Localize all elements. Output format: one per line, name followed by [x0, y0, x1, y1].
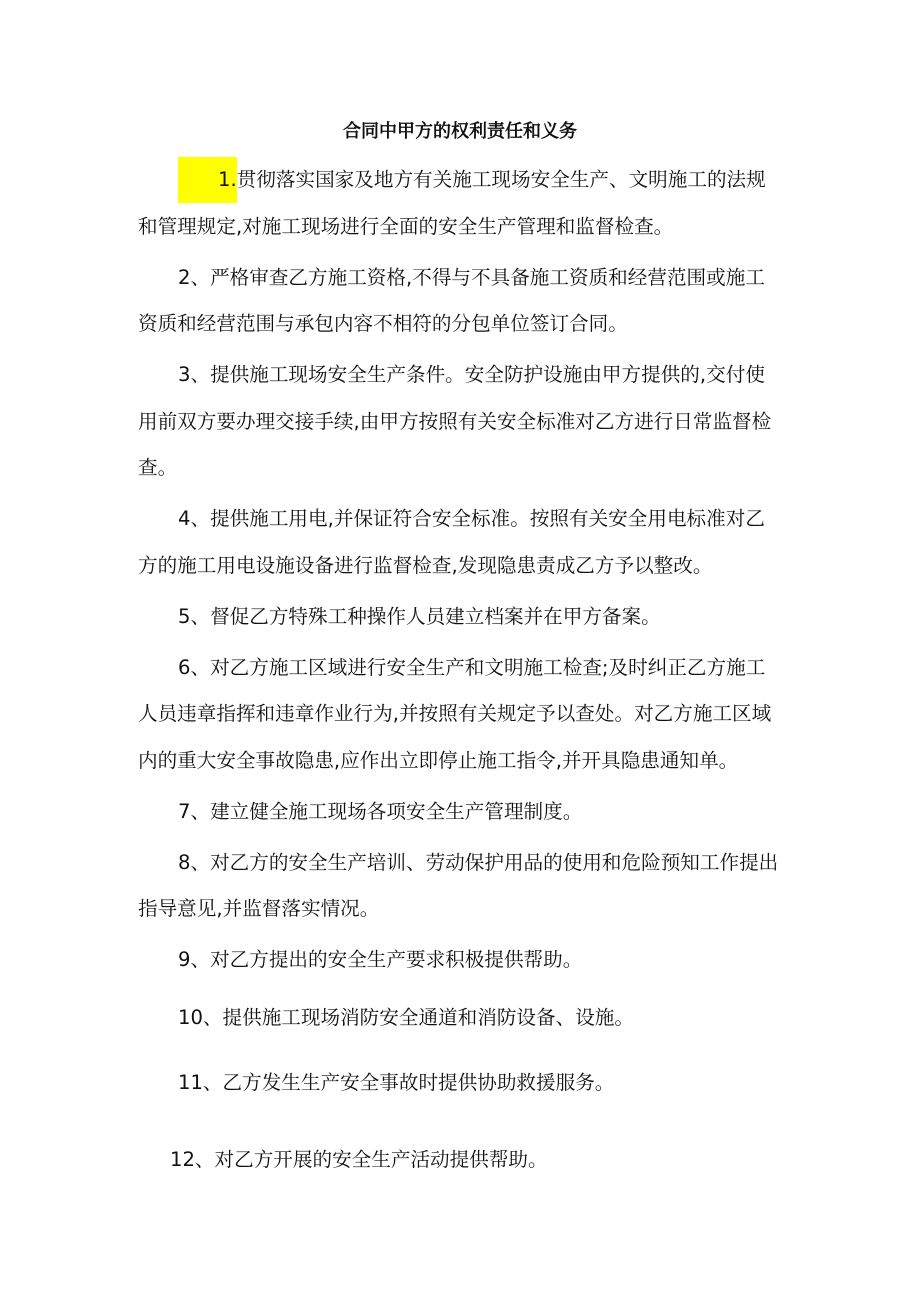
clause-10	[138, 995, 780, 1042]
clause-9	[138, 937, 780, 984]
page-title: 合同中甲方的权利责任和义务	[343, 121, 577, 142]
clause-5-number: 5、	[178, 604, 211, 628]
clause-4-text: 提供施工用电,并保证符合安全标准。按照有关安全用电标准对乙方的施工用电设施设备进行监督检查,发现隐患责成乙方予以整改。	[138, 507, 765, 577]
clause-8-text: 对乙方的安全生产培训、劳动保护用品的使用和危险预知工作提出指导意见,并监督落实情况。	[138, 850, 779, 920]
clause-8-number: 8、	[178, 850, 211, 874]
clause-11	[138, 1060, 780, 1107]
clause-list	[138, 157, 780, 1183]
clause-4	[138, 496, 780, 589]
clause-6	[138, 645, 780, 785]
clause-3-number: 3、	[178, 363, 211, 386]
clause-3	[138, 352, 780, 492]
clause-6-text: 对乙方施工区域进行安全生产和文明施工检查;及时纠正乙方施工人员违章指挥和违章作业行为,并按照有关规定予以查处。对乙方施工区域内的重大安全事故隐患,应作出立即停止施工指令,并开具隐患通知单。	[138, 655, 772, 772]
clause-2-text: 严格审查乙方施工资格,不得与不具备施工资质和经营范围或施工资质和经营范围与承包内容不相符的分包单位签订合同。	[138, 265, 765, 335]
clause-2	[138, 255, 780, 348]
clause-10-text: 提供施工现场消防安全通道和消防设备、设施。	[222, 1005, 634, 1029]
clause-7	[138, 789, 780, 836]
clause-6-number: 6、	[178, 655, 211, 679]
clause-8	[138, 840, 780, 933]
clause-5-text: 督促乙方特殊工种操作人员建立档案并在甲方备案。	[210, 604, 661, 628]
clause-10-number: 10、	[178, 1005, 223, 1029]
clause-1-number-highlighted: 1.	[178, 157, 237, 203]
clause-1-text: 贯彻落实国家及地方有关施工现场安全生产、文明施工的法规和管理规定,对施工现场进行全面的安全生产管理和监督检查。	[138, 168, 766, 238]
clause-2-number: 2、	[178, 265, 211, 289]
clause-4-number: 4、	[178, 507, 211, 530]
clause-11-text: 乙方发生生产安全事故时提供协助救援服务。	[222, 1071, 615, 1094]
clause-1	[138, 157, 780, 250]
clause-7-number: 7、	[178, 799, 211, 823]
clause-12-number: 12、	[170, 1147, 215, 1171]
clause-7-text: 建立健全施工现场各项安全生产管理制度。	[210, 799, 583, 823]
clause-11-number: 11、	[178, 1071, 223, 1094]
clause-9-number: 9、	[178, 948, 211, 971]
clause-3-text: 提供施工现场安全生产条件。安全防护设施由甲方提供的,交付使用前双方要办理交接手续,由甲方按照有关安全标准对乙方进行日常监督检查。	[138, 363, 772, 479]
clause-12	[138, 1137, 780, 1184]
clause-12-text: 对乙方开展的安全生产活动提供帮助。	[214, 1147, 548, 1171]
clause-9-text: 对乙方提出的安全生产要求积极提供帮助。	[210, 948, 583, 971]
clause-5	[138, 594, 780, 641]
